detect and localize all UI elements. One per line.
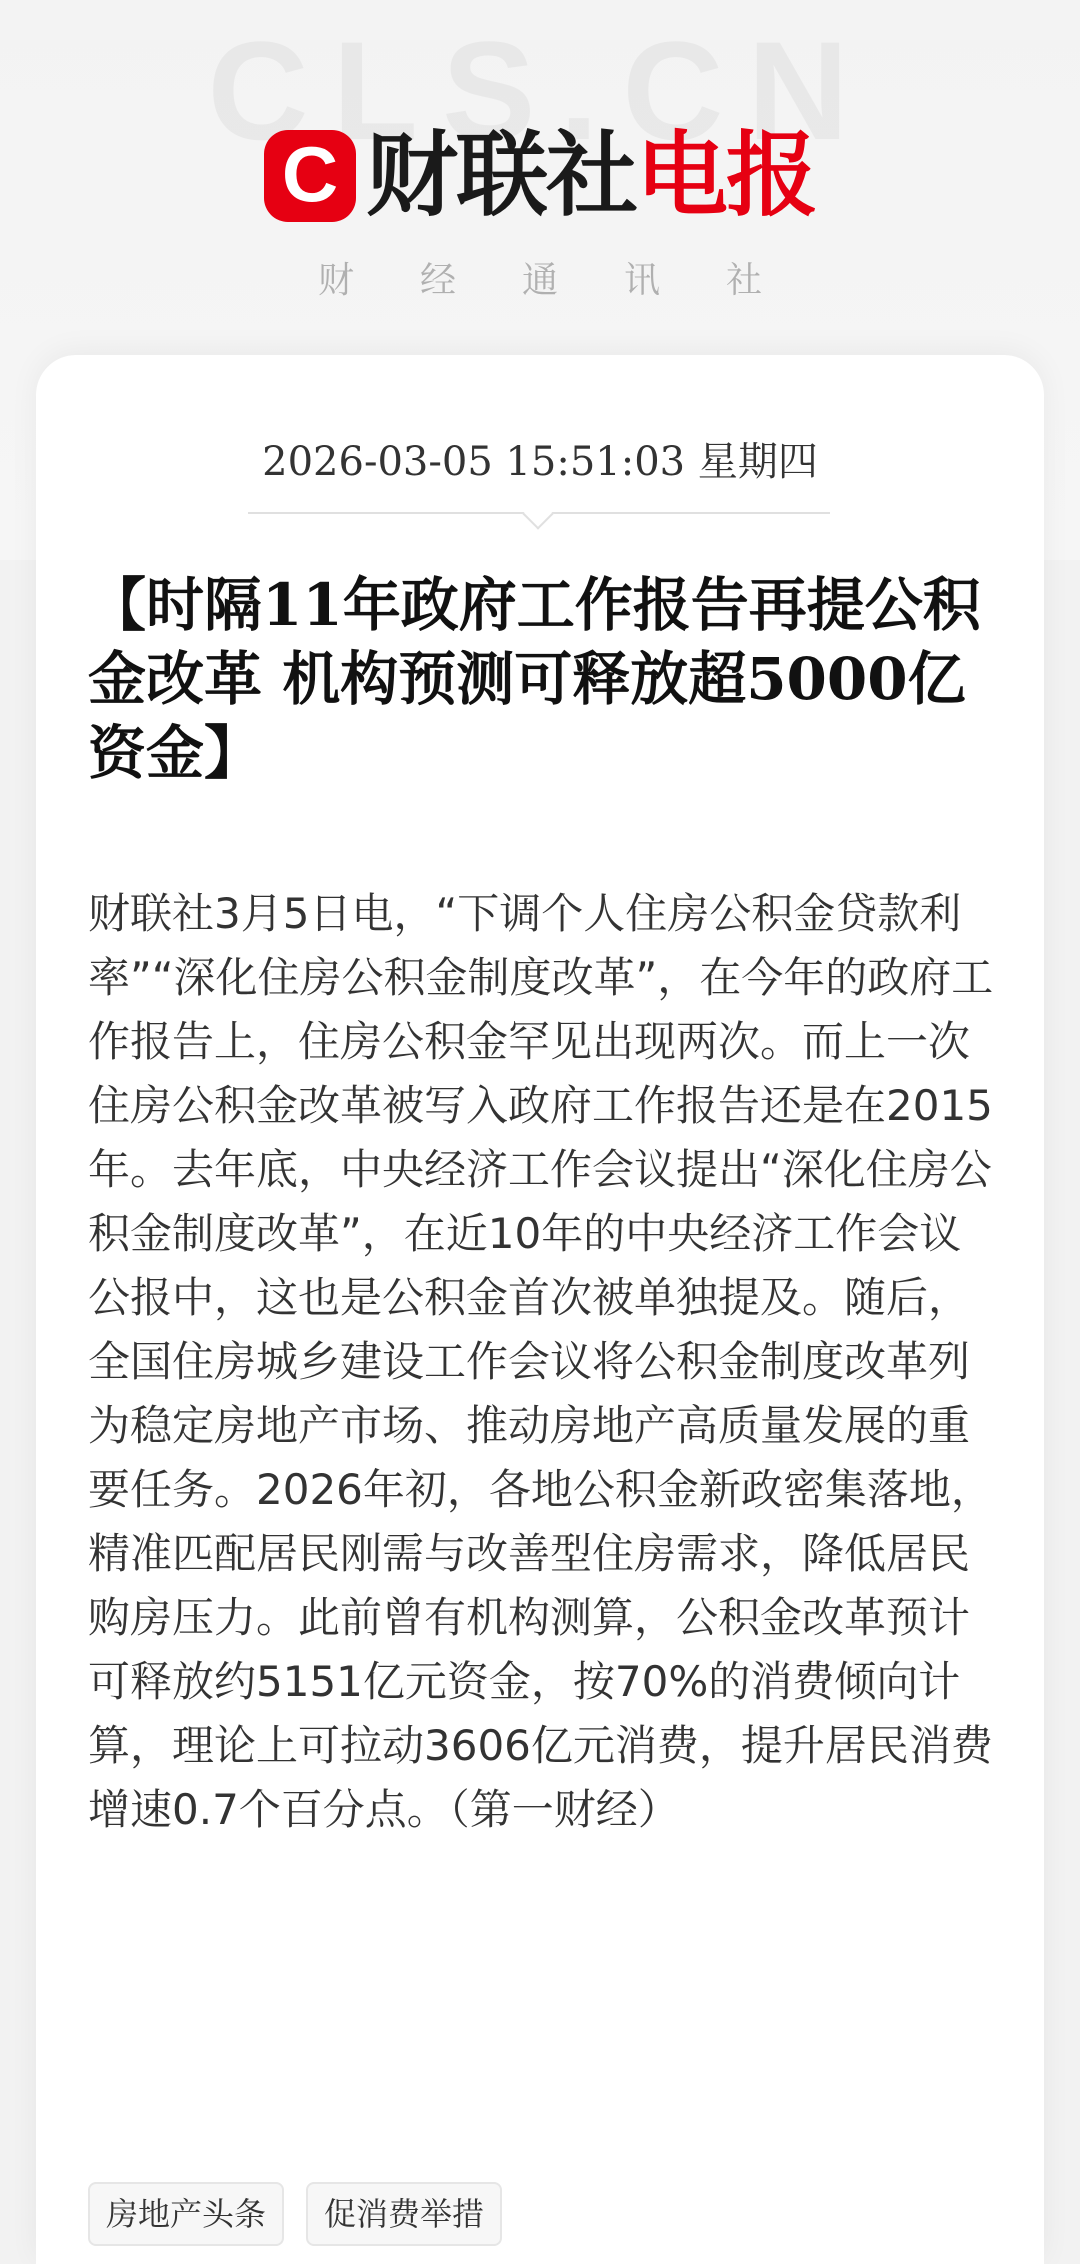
logo-letter: C	[281, 130, 339, 218]
article-body: 财联社3月5日电，“下调个人住房公积金贷款利率”“深化住房公积金制度改革”，在今年的政府工作报告上，住房公积金罕见出现两次。而上一次住房公积金改革被写入政府工作报告还是在2015年。去年底，中央经济工作会议提出“深化住房公积金制度改革”，在近10年的中央经济工作会议公报中，这也是公积金首次被单独提及。随后，全国住房城乡建设工作会议将公积金制度改革列为稳定房地产市场、推动房地产高质量发展的重要任务。2026年初，各地公积金新政密集落地，精准匹配居民刚需与改善型住房需求，降低居民购房压力。此前曾有机构测算，公积金改革预计可释放约5151亿元资金，按70%的消费倾向计算，理论上可拉动3606亿元消费，提升居民消费增速0.7个百分点。（第一财经）	[88, 889, 994, 1834]
tag-list	[88, 2182, 502, 2246]
article-headline: 【时隔11年政府工作报告再提公积金改革 机构预测可释放超5000亿资金】	[88, 571, 981, 787]
publish-datetime: 2026-03-05 15:51:03 星期四	[262, 439, 818, 485]
brand-name-accent: 电报	[636, 122, 817, 229]
brand-name-main: 财联社	[365, 122, 636, 229]
brand-name	[365, 122, 817, 229]
brand-logo	[0, 122, 1080, 229]
tag-real-estate[interactable]: 房地产头条	[88, 2182, 284, 2246]
brand-slogan: 财经通讯社	[317, 260, 828, 301]
logo-c-icon	[264, 130, 356, 222]
tag-consumption[interactable]: 促消费举措	[306, 2182, 502, 2246]
